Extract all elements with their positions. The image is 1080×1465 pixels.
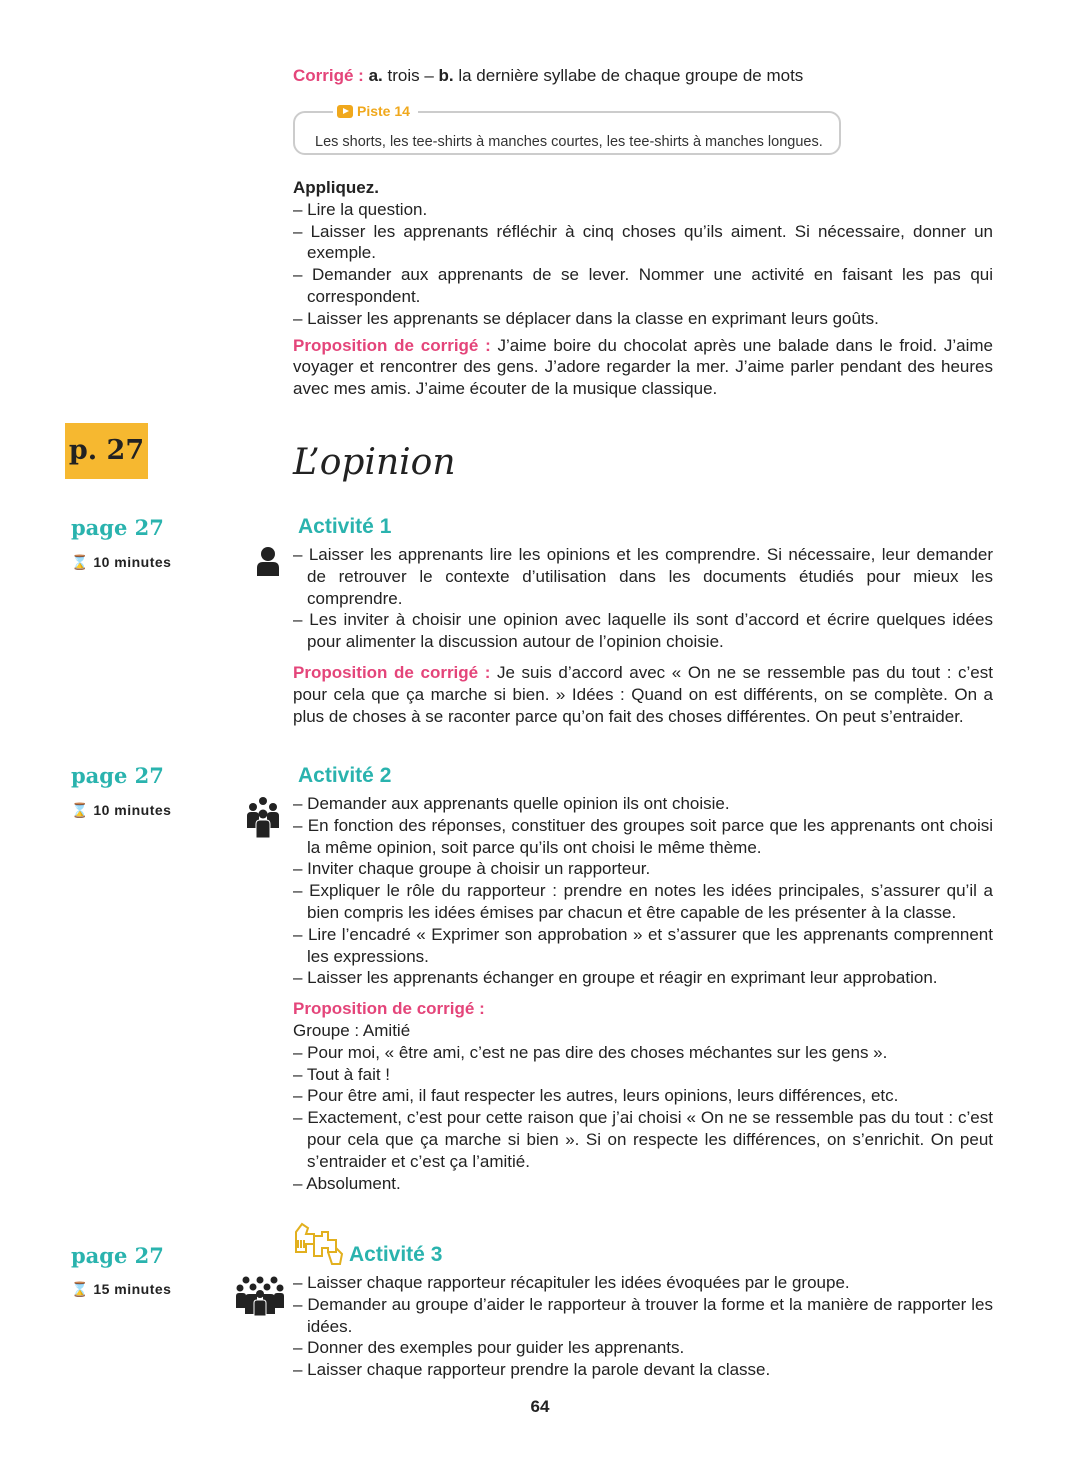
audio-track-box — [293, 103, 841, 155]
proposition-line: Groupe : Amitié — [293, 1020, 411, 1040]
person-icon — [256, 546, 280, 576]
hourglass-icon: ⌛ — [71, 802, 89, 818]
proposition-text: Je suis d’accord avec « On ne se ressemble pas du tout : c’est pour cela que ça marche si bien. » Idées : Quand on est différents, on se complète. On a plus de choses à se raconter parce qu’on fait des choses différentes. On peut s’entraider. — [293, 662, 993, 726]
play-icon[interactable] — [337, 105, 353, 118]
duration-text: 10 minutes — [93, 802, 172, 818]
list-item: – Expliquer le rôle du rapporteur : prendre en notes les idées principales, s’assurer qu’il a bien compris les idées émises par chacun et être capable de les présenter à la classe. — [293, 881, 993, 922]
hourglass-icon: ⌛ — [71, 554, 89, 570]
page-reference: page 27 — [71, 1243, 164, 1268]
piste-title: Piste 14 — [357, 103, 410, 119]
page-number: 64 — [530, 1397, 550, 1416]
list-item: – Demander aux apprenants de se lever. Nommer une activité en faisant les pas qui correspondent. — [293, 265, 993, 306]
proposition-label: Proposition de corrigé : — [293, 662, 491, 682]
proposition-line: – Tout à fait ! — [293, 1064, 391, 1084]
appliquez-heading: Appliquez. — [293, 178, 379, 197]
answer-a-label: a. — [368, 66, 383, 85]
list-item: – Laisser chaque rapporteur prendre la parole devant la classe. — [293, 1360, 771, 1380]
page-reference: page 27 — [71, 763, 164, 788]
activity-1 — [293, 514, 993, 727]
page-reference: page 27 — [71, 515, 164, 540]
list-item: – Les inviter à choisir une opinion avec laquelle ils sont d’accord et écrire quelques idées pour alimenter la discussion autour de l’opinion choisie. — [293, 610, 993, 652]
proposition-label: Proposition de corrigé : — [293, 335, 491, 355]
proposition — [293, 335, 993, 400]
activity-title: Activité 3 — [349, 1243, 443, 1266]
list-item: – Laisser les apprenants se déplacer dans la classe en exprimant leurs goûts. — [293, 308, 879, 328]
appliquez-section — [293, 177, 993, 400]
list-item: – Donner des exemples pour guider les apprenants. — [293, 1338, 685, 1358]
proposition-label: Proposition de corrigé : — [293, 999, 485, 1019]
proposition-line: – Pour être ami, il faut respecter les autres, leurs opinions, leurs différences, etc. — [293, 1086, 899, 1106]
activity-2 — [293, 763, 993, 1194]
list-item: – Inviter chaque groupe à choisir un rapporteur. — [293, 859, 651, 879]
list-item: – Demander aux apprenants quelle opinion ils ont choisie. — [293, 794, 730, 813]
activity-title: Activité 1 — [298, 515, 392, 538]
corrige-line — [293, 65, 993, 87]
answer-b-label: b. — [438, 66, 454, 85]
corrige-label: Corrigé : — [293, 66, 364, 85]
list-item: – Lire l’encadré « Exprimer son approbation » et s’assurer que les apprenants comprennent les expressions. — [293, 924, 993, 966]
list-item: – Laisser les apprenants lire les opinions et les comprendre. Si nécessaire, leur demander de retrouver le contexte d’utilisation dans les documents étudiés pour mieux les comprendre. — [293, 545, 993, 608]
section-title: L’opinion — [293, 442, 456, 483]
duration — [71, 800, 171, 822]
piste-label[interactable] — [333, 101, 418, 121]
large-group-icon — [236, 1276, 284, 1316]
proposition-line: – Exactement, c’est pour cette raison que j’ai choisi « On ne se ressemble pas du tout : c’est pour cela que ça marche si bien ». Si on respecte les différences, on s’enrichit. On peut s’entraider et c’est ça l’amitié. — [293, 1108, 993, 1171]
list-item: – Laisser les apprenants réfléchir à cinq choses qu’ils aiment. Si nécessaire, donner un exemple. — [293, 221, 993, 263]
activity-3 — [293, 1242, 993, 1381]
small-group-icon — [246, 796, 280, 838]
list-item: – Laisser chaque rapporteur récapituler les idées évoquées par le groupe. — [293, 1273, 850, 1292]
piste-transcript: Les shorts, les tee-shirts à manches courtes, les tee-shirts à manches longues. — [315, 134, 823, 150]
duration-text: 15 minutes — [93, 1281, 172, 1297]
proposition — [293, 662, 993, 727]
duration — [71, 1279, 171, 1301]
list-item: – Demander au groupe d’aider le rapporteur à trouver la forme et la manière de rapporter les idées. — [293, 1294, 993, 1336]
answer-b: la dernière syllabe de chaque groupe de mots — [453, 66, 804, 85]
list-item: – Laisser les apprenants échanger en groupe et réagir en exprimant leur approbation. — [293, 968, 938, 988]
list-item: – Lire la question. — [293, 199, 428, 219]
proposition-line: – Absolument. — [293, 1173, 401, 1193]
page-badge: p. 27 — [65, 423, 148, 479]
answer-a: trois – — [382, 66, 439, 85]
proposition-line: – Pour moi, « être ami, c’est ne pas dire des choses méchantes sur les gens ». — [293, 1042, 888, 1062]
duration-text: 10 minutes — [93, 554, 172, 570]
list-item: – En fonction des réponses, constituer des groupes soit parce que les apprenants ont choisi la même opinion, soit parce qu’ils ont choisi le même thème. — [293, 815, 993, 857]
duration — [71, 552, 171, 574]
proposition-text: J’aime boire du chocolat après une balade dans le froid. J’aime voyager et rencontrer des gens. J’adore regarder la mer. J’aime parler pendant des heures avec mes amis. J’aime écouter de la musique classique. — [293, 335, 993, 399]
activity-title: Activité 2 — [298, 764, 392, 787]
hourglass-icon: ⌛ — [71, 1281, 89, 1297]
